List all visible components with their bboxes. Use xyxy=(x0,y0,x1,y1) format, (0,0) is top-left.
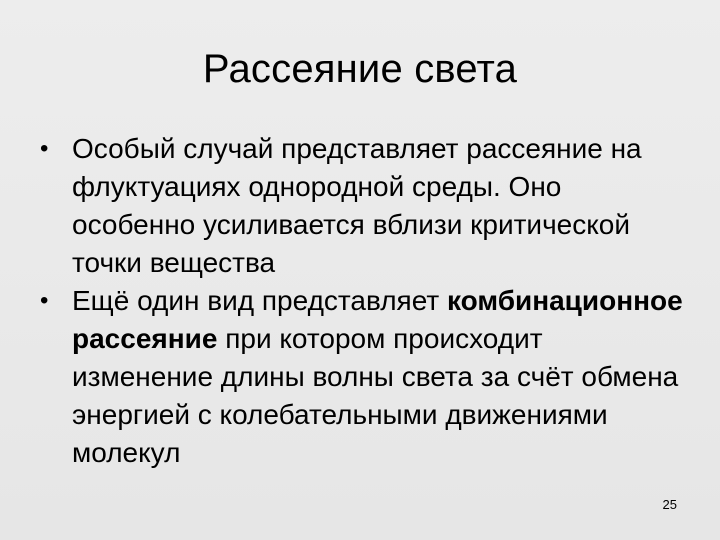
bullet-text-1: Особый случай представляет рассеяние на флуктуациях однородной среды. Оно особенно усиливается вблизи критической точки вещества xyxy=(72,133,642,278)
bullet-text-2-bold: комбинационное рассеяние xyxy=(72,285,683,354)
slide-title: Рассеяние света xyxy=(202,47,518,91)
bullet-list xyxy=(38,130,688,472)
bullet-item-1 xyxy=(38,130,688,282)
bullet-item-2 xyxy=(38,282,688,472)
bullet-text-2-before: Ещё один вид представляет xyxy=(72,285,447,316)
bullet-icon: • xyxy=(40,287,49,314)
bullet-icon: • xyxy=(40,135,49,162)
page-number: 25 xyxy=(662,497,677,512)
bullet-text-2-after: при котором происходит изменение длины волны света за счёт обмена энергией с колебательными движениями молекул xyxy=(72,323,679,468)
